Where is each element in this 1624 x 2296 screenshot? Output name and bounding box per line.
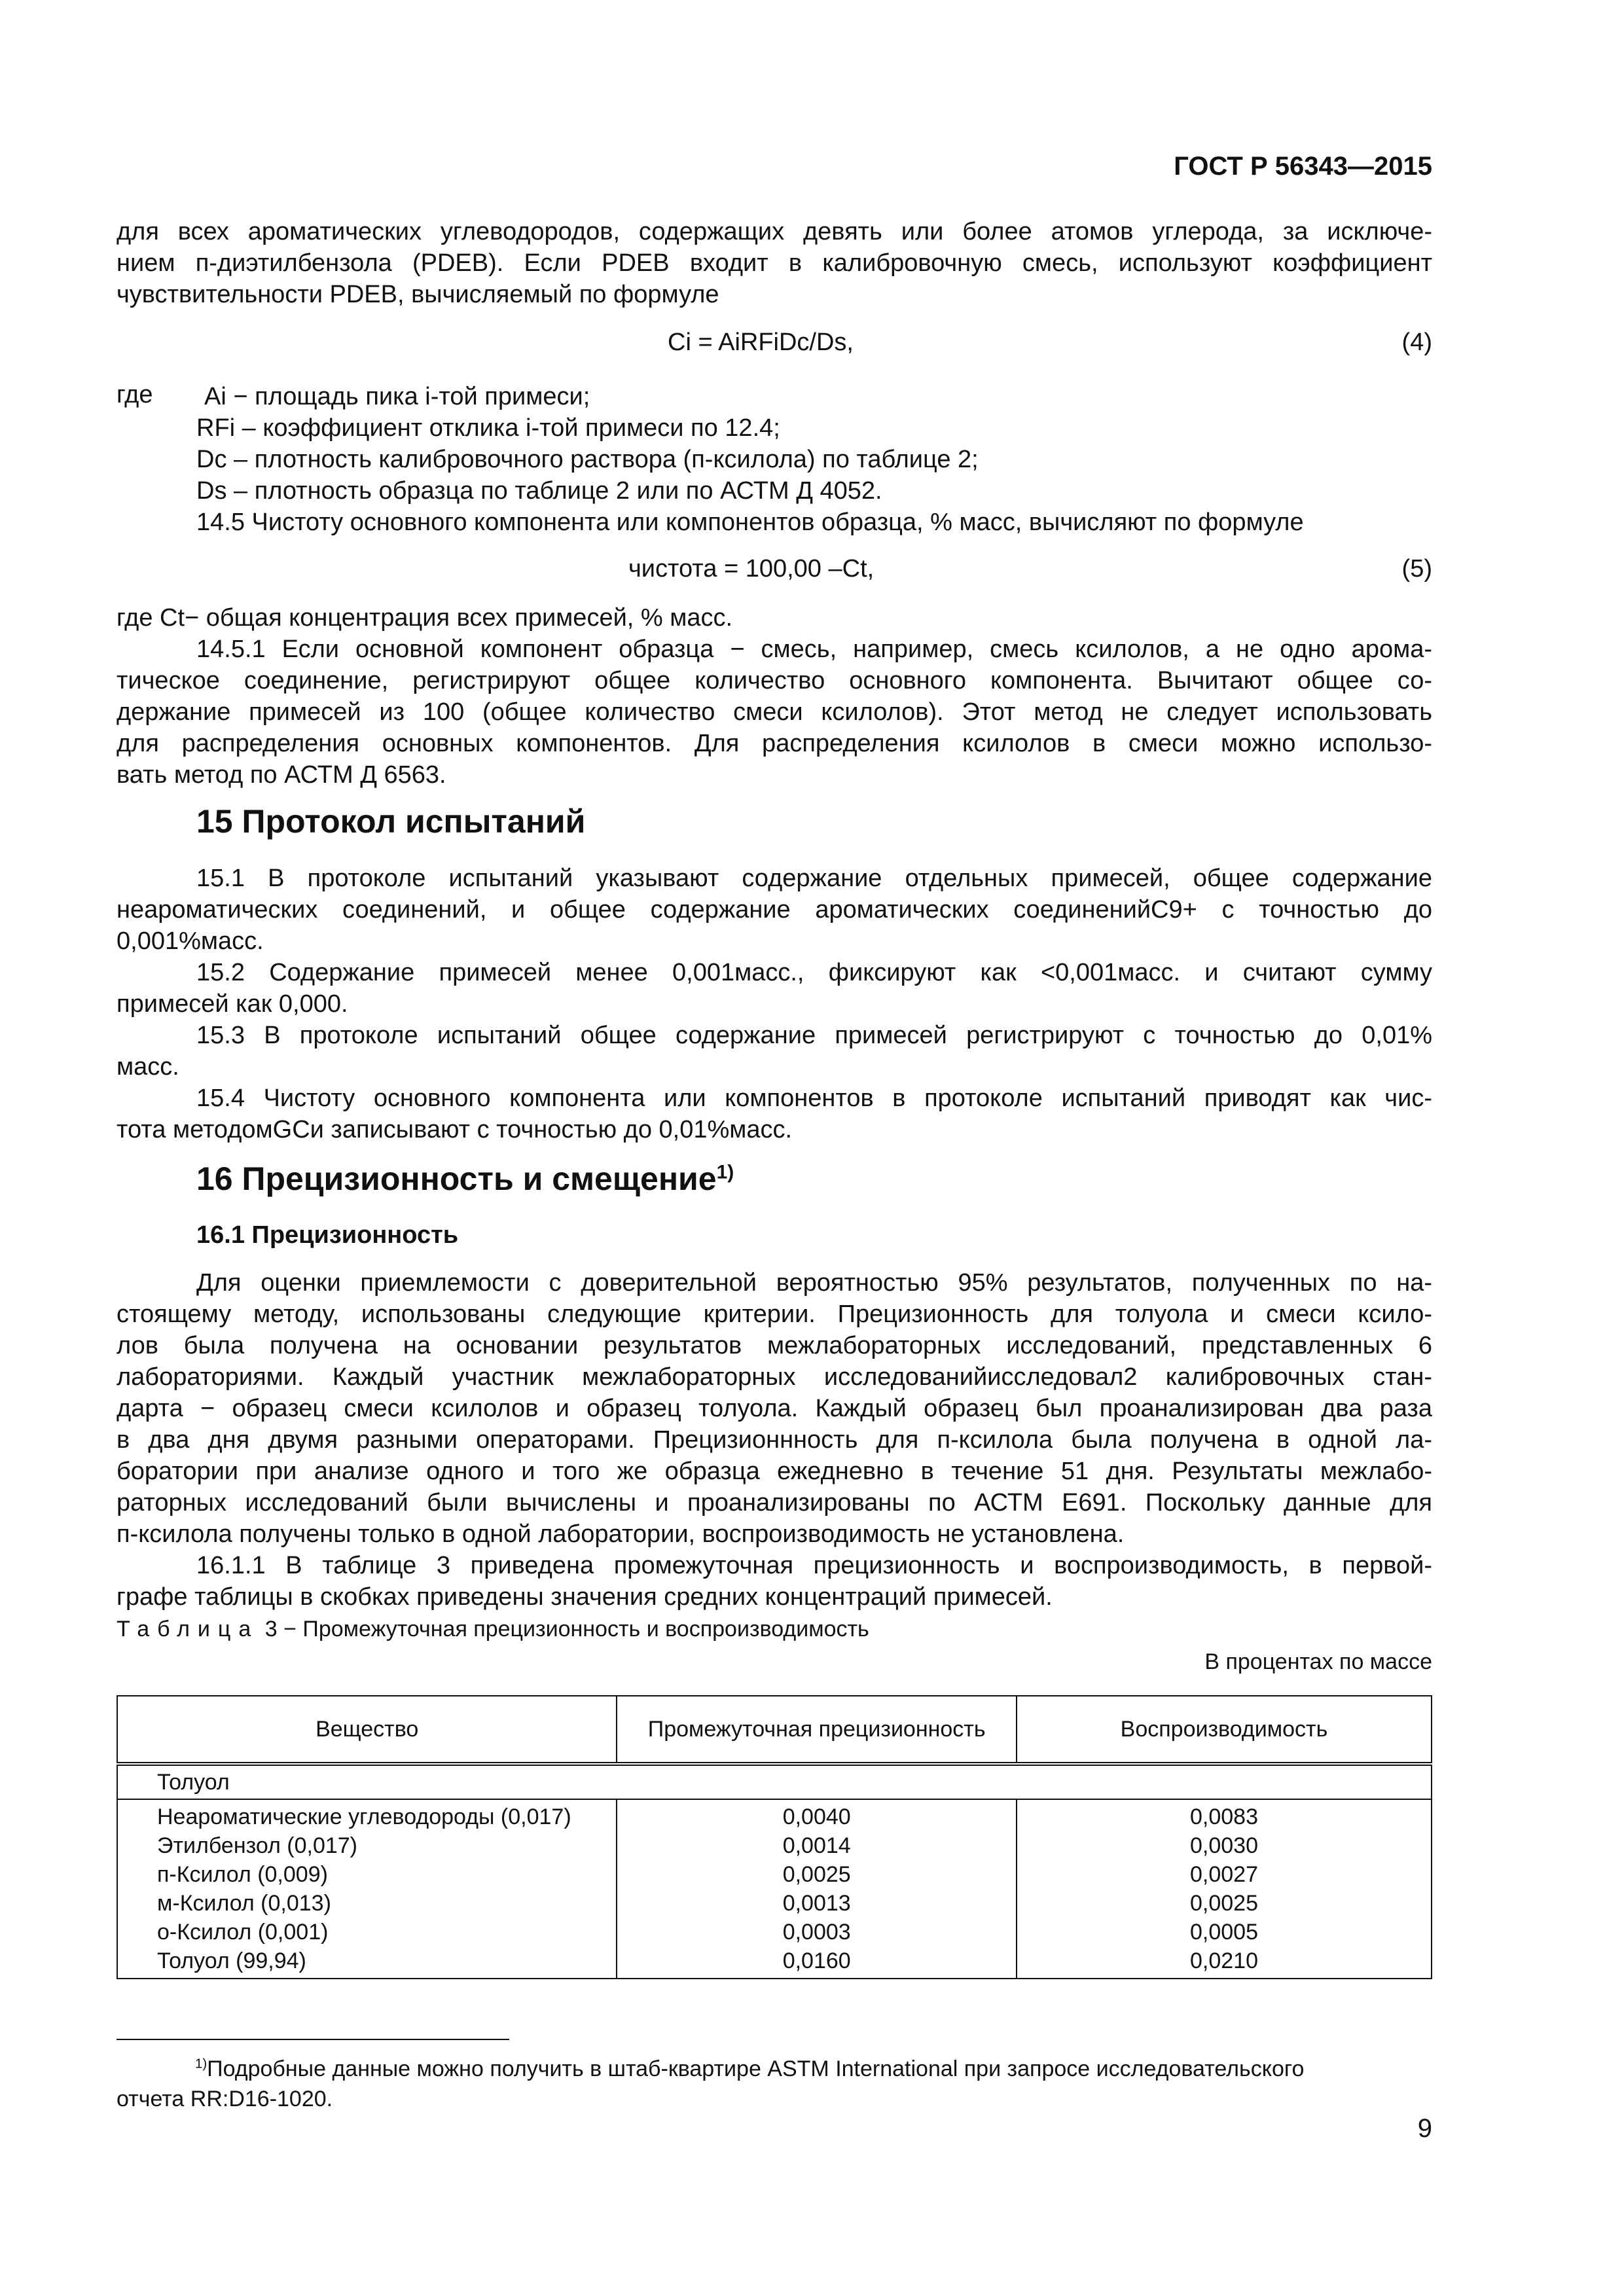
formula-4-number: (4) bbox=[1401, 329, 1432, 356]
body-text-line: п-ксилола получены только в одной лаборатории, воспроизводимость не установлена. bbox=[117, 1520, 1125, 1548]
where-label: где bbox=[117, 381, 153, 408]
precision-value: 0,0014 bbox=[782, 1833, 851, 1858]
table-header-cell: Вещество bbox=[117, 1696, 617, 1764]
substance-name: о-Ксилол (0,001) bbox=[157, 1920, 329, 1945]
reproducibility-value: 0,0025 bbox=[1189, 1891, 1258, 1916]
precision-value: 0,0160 bbox=[782, 1948, 851, 1973]
body-text-line: боратории при анализе одного и того же образца ежедневно в течение 51 дня. Результаты межлабо- bbox=[117, 1458, 1432, 1485]
where-5: где Ct− общая концентрация всех примесей, % масс. bbox=[117, 604, 733, 632]
footnote-ref: 1) bbox=[716, 1161, 734, 1183]
where-item: Ai − площадь пика i-той примеси; bbox=[204, 383, 590, 410]
where-item: RFi – коэффициент отклика i-той примеси по 12.4; bbox=[196, 414, 780, 442]
clause-15-4: 15.4 Чистоту основного компонента или компонентов в протоколе испытаний приводят как чис- bbox=[196, 1085, 1432, 1112]
substance-name: Неароматические углеводороды (0,017) bbox=[157, 1804, 571, 1829]
reproducibility-value: 0,0027 bbox=[1189, 1862, 1258, 1887]
body-text-line: для всех ароматических углеводородов, содержащих девять или более атомов углерода, за исключе- bbox=[117, 218, 1432, 245]
body-text-line: стоящему методу, использованы следующие критерии. Прецизионность для толуола и смеси ксило- bbox=[117, 1300, 1432, 1328]
precision-value: 0,0025 bbox=[782, 1862, 851, 1887]
subsection-16-1-title: 16.1 Прецизионность bbox=[196, 1221, 459, 1249]
where-list bbox=[196, 381, 979, 507]
table-header-cell: Промежуточная прецизионность bbox=[617, 1696, 1017, 1764]
formula-4: Ci = AiRFiDc/Ds, bbox=[668, 329, 854, 356]
formula-5-number: (5) bbox=[1401, 555, 1432, 583]
body-text-line: графе таблицы в скобках приведены значения средних концентраций примесей. bbox=[117, 1583, 1053, 1611]
page-number: 9 bbox=[1417, 2114, 1432, 2143]
precision-value: 0,0013 bbox=[782, 1891, 851, 1916]
body-text-line: примесей как 0,000. bbox=[117, 990, 348, 1018]
where-item: Ds – плотность образца по таблице 2 или по АСТМ Д 4052. bbox=[196, 477, 882, 505]
clause-15-1: 15.1 В протоколе испытаний указывают содержание отдельных примесей, общее содержание bbox=[196, 865, 1432, 892]
body-text-line: масс. bbox=[117, 1053, 179, 1081]
footnote-divider bbox=[117, 2039, 509, 2040]
body-text-line: лабораториями. Каждый участник межлабораторных исследованийисследовал2 калибровочных стан- bbox=[117, 1363, 1432, 1391]
footnote bbox=[117, 2054, 1432, 2114]
section-16-title bbox=[196, 1160, 734, 1198]
table-caption-label: Таблица bbox=[117, 1617, 259, 1641]
clause-15-3: 15.3 В протоколе испытаний общее содержание примесей регистрируют с точностью до 0,01% bbox=[196, 1022, 1432, 1049]
footnote-line bbox=[117, 2054, 1432, 2084]
substance-name: Толуол (99,94) bbox=[157, 1948, 306, 1973]
table-row bbox=[117, 1799, 1432, 1979]
body-text-line: раторных исследований были вычислены и проанализированы по АСТМ Е691. Поскольку данные для bbox=[117, 1489, 1432, 1516]
table-group-label: Толуол bbox=[117, 1764, 1432, 1799]
clause-14-5: 14.5 Чистоту основного компонента или компонентов образца, % масс, вычисляют по формуле bbox=[196, 509, 1304, 536]
precision-value: 0,0040 bbox=[782, 1804, 851, 1829]
standard-header: ГОСТ Р 56343—2015 bbox=[1174, 152, 1432, 181]
table-3 bbox=[117, 1695, 1432, 1979]
body-text-line: неароматических соединений, и общее содержание ароматических соединенийС9+ с точностью до bbox=[117, 896, 1432, 924]
body-text-line: тота методомGCи записывают с точностью до 0,01%масс. bbox=[117, 1116, 793, 1143]
body-text-line: чувствительности PDEB, вычисляемый по формуле bbox=[117, 281, 719, 308]
where-item: Dc – плотность калибровочного раствора (п-ксилола) по таблице 2; bbox=[196, 446, 979, 473]
reproducibility-value: 0,0083 bbox=[1189, 1804, 1258, 1829]
table-unit: В процентах по массе bbox=[1204, 1649, 1432, 1674]
body-text-line: тическое соединение, регистрируют общее количество основного компонента. Вычитают общее со- bbox=[117, 667, 1432, 694]
reproducibility-value: 0,0210 bbox=[1189, 1948, 1258, 1973]
table-header-cell: Воспроизводимость bbox=[1017, 1696, 1432, 1764]
formula-5: чистота = 100,00 –Ct, bbox=[628, 555, 875, 583]
table-caption-text: 3 − Промежуточная прецизионность и воспроизводимость bbox=[259, 1617, 869, 1641]
reproducibility-value: 0,0030 bbox=[1189, 1833, 1258, 1858]
body-text-line: лов была получена на основании результатов межлабораторных исследований, представленных 6 bbox=[117, 1332, 1432, 1359]
body-text-line: нием п-диэтилбензола (PDEB). Если PDEB входит в калибровочную смесь, используют коэффициент bbox=[117, 249, 1432, 277]
clause-16-1-text: Для оценки приемлемости с доверительной вероятностью 95% результатов, полученных по на- bbox=[196, 1269, 1432, 1297]
body-text-line: для распределения основных компонентов. Для распределения ксилолов в смеси можно использо- bbox=[117, 730, 1432, 757]
section-16-title-text: 16 Прецизионность и смещение bbox=[196, 1160, 717, 1197]
table-caption bbox=[117, 1617, 869, 1642]
table-cell-precision bbox=[617, 1799, 1017, 1979]
body-text-line: держание примесей из 100 (общее количество смеси ксилолов). Этот метод не следует использовать bbox=[117, 698, 1432, 726]
reproducibility-value: 0,0005 bbox=[1189, 1920, 1258, 1945]
clause-16-1-1: 16.1.1 В таблице 3 приведена промежуточная прецизионность и воспроизводимость, в первой- bbox=[196, 1552, 1432, 1579]
precision-value: 0,0003 bbox=[782, 1920, 851, 1945]
table-group-row bbox=[117, 1764, 1432, 1799]
table-cell-substances bbox=[117, 1799, 617, 1979]
footnote-text: Подробные данные можно получить в штаб-квартире ASTM International при запросе исследовательского bbox=[207, 2056, 1305, 2081]
substance-name: м-Ксилол (0,013) bbox=[157, 1891, 331, 1916]
substance-name: п-Ксилол (0,009) bbox=[157, 1862, 328, 1887]
body-text-line: вать метод по АСТМ Д 6563. bbox=[117, 761, 446, 789]
substance-name: Этилбензол (0,017) bbox=[157, 1833, 357, 1858]
footnote-mark: 1) bbox=[195, 2056, 208, 2072]
footnote-line: отчета RR:D16-1020. bbox=[117, 2087, 333, 2111]
body-text-line: дарта − образец смеси ксилолов и образец толуола. Каждый образец был проанализирован два раза bbox=[117, 1395, 1432, 1422]
table-header-row bbox=[117, 1696, 1432, 1764]
clause-15-2: 15.2 Содержание примесей менее 0,001масс., фиксируют как <0,001масс. и считают сумму bbox=[196, 959, 1432, 986]
table-cell-reproducibility bbox=[1017, 1799, 1432, 1979]
body-text-line: 0,001%масс. bbox=[117, 927, 264, 955]
body-text-line: в два дня двумя разными операторами. Прецизионнность для п-ксилола была получена в одной ла- bbox=[117, 1426, 1432, 1454]
clause-14-5-1: 14.5.1 Если основной компонент образца − смесь, например, смесь ксилолов, а не одно арома- bbox=[196, 636, 1432, 663]
section-15-title: 15 Протокол испытаний bbox=[196, 803, 586, 840]
